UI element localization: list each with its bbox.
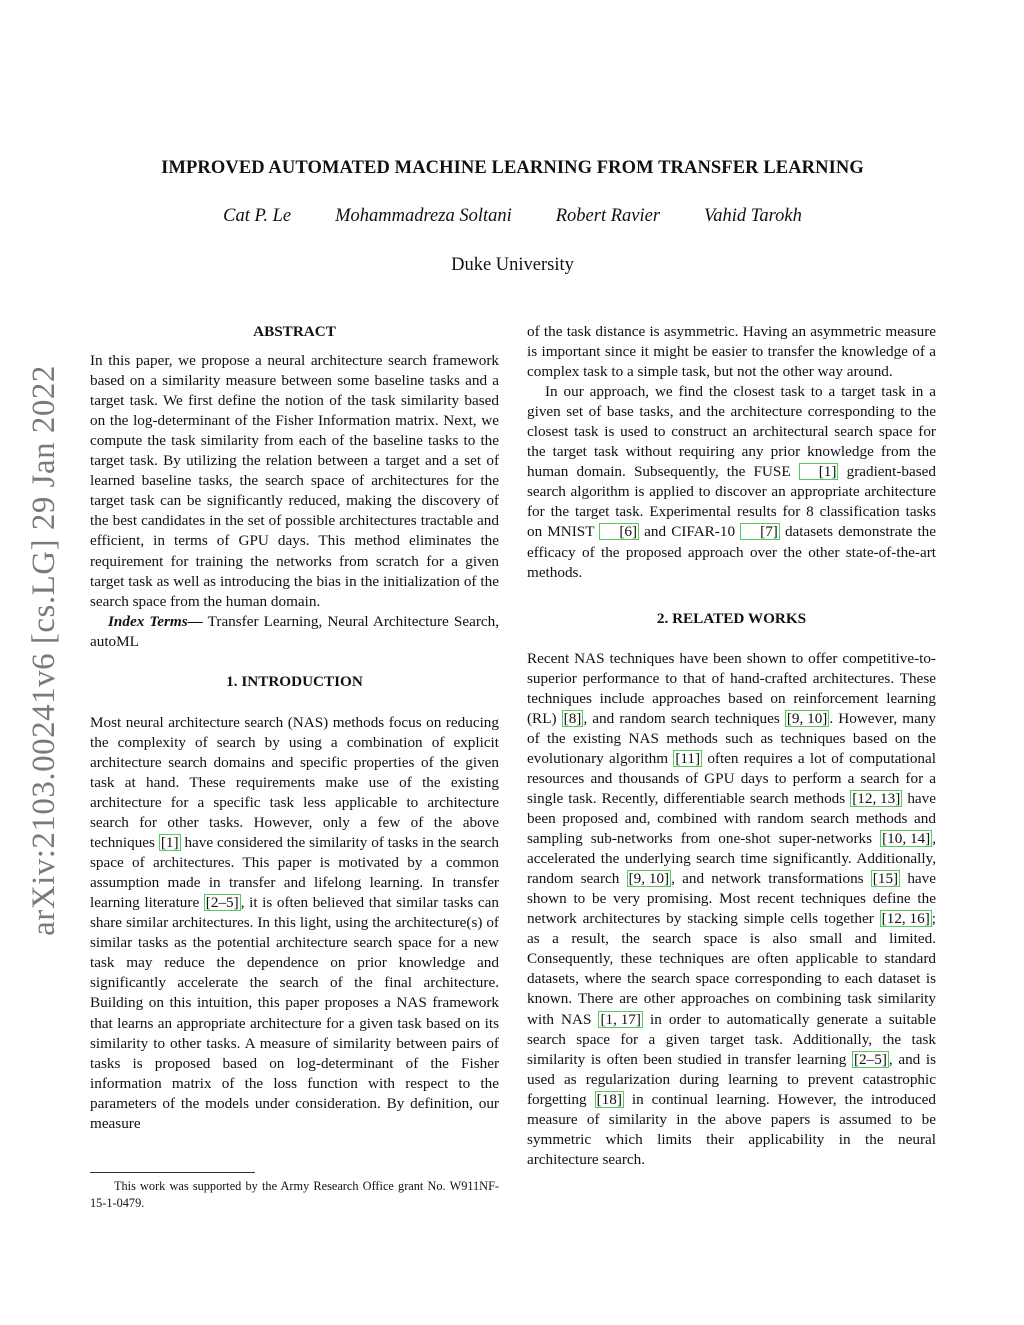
citation-link[interactable]: [12, 13] (852, 789, 901, 807)
index-terms-label: Index Terms— (108, 612, 203, 630)
citation-link[interactable]: [12, 16] (881, 910, 930, 928)
intro-text: gradient-based search algorithm is applied to discover an appropriate architecture for the target task. Experimental results for 8 classification tasks on MNIST (527, 463, 936, 541)
index-terms (90, 612, 499, 652)
related-text: , and is used as regularization during learning to prevent catastrophic forgetting (527, 1050, 936, 1108)
intro-text: have considered the similarity of tasks in the search space of architectures. This paper is motivated by a common assumption made in transfer and lifelong learning. In transfer learning literature (90, 834, 499, 912)
introduction-heading: 1. INTRODUCTION (226, 672, 363, 690)
footnote: This work was supported by the Army Research Office grant No. W911NF-15-1-0479. (90, 1179, 499, 1210)
affiliation: Duke University (451, 255, 574, 275)
left-column (90, 322, 499, 1134)
related-text: have shown to be very promising. Most recent techniques define the network architectures by stacking simple cells together (527, 870, 936, 928)
citation-link[interactable]: [1] (799, 463, 839, 480)
intro-text: datasets demonstrate the efficacy of the proposed approach over the other state-of-the-art methods. (527, 523, 936, 581)
citation-link[interactable]: [8] (563, 709, 582, 727)
related-text: Recent NAS techniques have been shown to offer competitive-to-superior performance to that of hand-crafted architectures. These techniques include approaches based on reinforcement learning (RL) (527, 649, 936, 727)
related-text: , accelerated the underlying search time significantly. Additionally, random search (527, 830, 936, 888)
intro-text: and CIFAR-10 (639, 523, 741, 541)
related-text: ; as a result, the search space is also small and limited. Consequently, these techniques are often applicable to standard datasets, where the search space corresponding to each dataset is known. There are other approaches on combining task similarity with NAS (527, 910, 936, 1028)
citation-link[interactable]: [18] (596, 1090, 622, 1108)
abstract-text: In this paper, we propose a neural architecture search framework based on a similarity measure between some baseline tasks and a target task. We first define the notion of the task similarity based on the log-determinant of the Fisher Information matrix. Next, we compute the task similarity from each of the baseline tasks to the target task. By utilizing the relation between a target and a set of learned baseline tasks, the search space of architectures for the target task can be significantly reduced, making the discovery of the best candidates in the set of possible architectures tractable and efficient, in terms of GPU days. This method eliminates the requirement for training the networks from scratch for a given target task as well as introducing the bias in the initialization of the search space from the human domain. (90, 352, 499, 610)
author-name: Cat P. Le (223, 206, 292, 226)
citation-link[interactable]: [11] (675, 749, 701, 767)
related-text: , and network transformations (671, 870, 871, 888)
related-text: . However, many of the existing NAS methods such as techniques based on the evolutionary algorithm (527, 709, 936, 767)
citation-link[interactable]: [9, 10] (786, 709, 828, 727)
related-works-paragraph (527, 649, 936, 1170)
related-text: in order to automatically generate a suitable search space for a given target task. Additionally, the task similarity is often been studied in transfer learning (527, 1010, 936, 1068)
intro-text: , it is often believed that similar tasks can share similar architectures. In this light, using the architecture(s) of similar tasks as the potential architecture search space for a new task may reduce the dependence on prior knowledge and significantly accelerate the search of the final architecture. Building on this intuition, this paper proposes a NAS framework that learns an appropriate architecture for a given task based on its similarity to other tasks. A measure of similarity between pairs of tasks is proposed based on log-determinant of the Fisher information matrix of the loss function with respect to the parameters of the models under consideration. By definition, our measure (90, 894, 499, 1132)
index-terms-text: Transfer Learning, Neural Architecture Search, autoML (90, 612, 500, 650)
author-list (90, 206, 935, 227)
related-works-heading: 2. RELATED WORKS (656, 609, 807, 627)
author-name: Vahid Tarokh (704, 206, 802, 226)
citation-link[interactable]: [1] (160, 834, 179, 852)
intro-paragraph-1 (90, 713, 499, 1134)
citation-link[interactable]: [7] (740, 523, 780, 540)
paper-title: IMPROVED AUTOMATED MACHINE LEARNING FROM TRANSFER LEARNING (161, 158, 864, 178)
author-name: Mohammadreza Soltani (335, 206, 512, 226)
abstract-heading: ABSTRACT (253, 323, 336, 340)
citation-link[interactable]: [15] (872, 870, 899, 888)
citation-link[interactable]: [2–5] (854, 1050, 887, 1068)
citation-link[interactable]: [1, 17] (600, 1010, 641, 1028)
intro-text: Most neural architecture search (NAS) methods focus on reducing the complexity of search by using a combination of explicit architecture search domains and specific properties of the given task at hand. These requirements make use of the existing architecture for a specific task less applicable to architecture search for other tasks. However, only a few of the above techniques (90, 713, 499, 852)
intro-paragraph-2: of the task distance is asymmetric. Having an asymmetric measure is important since it might be easier to transfer the knowledge of a complex task to a simple task, but not the other way around. (527, 323, 936, 381)
citation-link[interactable]: [6] (599, 523, 639, 540)
related-text: , and random search techniques (583, 709, 785, 727)
related-text: in continual learning. However, the introduced measure of similarity in the above papers is assumed to be symmetric which limits their applicability in the neural architecture search. (527, 1090, 936, 1168)
citation-link[interactable]: [9, 10] (628, 870, 670, 888)
footnote-rule (90, 1172, 255, 1173)
related-text: often requires a lot of computational resources and thousands of GPU days to perform a search for a single task. Recently, differentiable search methods (527, 749, 936, 807)
right-column (527, 322, 936, 1170)
intro-paragraph-3 (527, 382, 936, 582)
citation-link[interactable]: [2–5] (205, 894, 239, 912)
arxiv-id-text: arXiv:2103.00241v6 [cs.LG] 29 Jan 2022 (25, 364, 62, 936)
intro-text: In our approach, we find the closest task to a target task in a given set of base tasks, and the architecture corresponding to the closest task is used to construct an architectural search space for the target task without requiring any prior knowledge from the human domain. Subsequently, the FUSE (527, 383, 936, 481)
citation-link[interactable]: [10, 14] (882, 830, 931, 848)
arxiv-identifier-stamp (14, 360, 74, 940)
author-name: Robert Ravier (555, 206, 661, 226)
related-text: have been proposed and, combined with random search methods and sampling sub-networks from one-shot super-networks (527, 789, 936, 848)
